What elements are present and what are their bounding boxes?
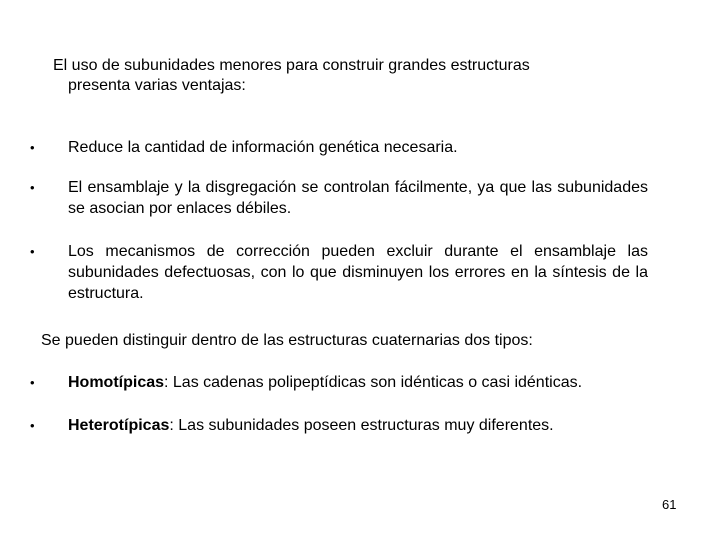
type-definition: : Las cadenas polipeptídicas son idénticas o casi idénticas. [164, 374, 583, 391]
advantage-text: El ensamblaje y la disgregación se controlan fácilmente, ya que las subunidades se asocian por enlaces débiles. [68, 179, 648, 217]
type-text [68, 415, 648, 436]
bullet-icon: • [30, 418, 35, 433]
type-term: Heterotípicas [68, 417, 170, 434]
list-item [0, 415, 720, 436]
bullet-icon: • [30, 180, 35, 195]
bullet-icon: • [30, 244, 35, 259]
advantage-text: Los mecanismos de corrección pueden excluir durante el ensamblaje las subunidades defectuosas, con lo que disminuyen los errores en la síntesis de la estructura. [68, 243, 648, 302]
advantage-text: Reduce la cantidad de información genética necesaria. [68, 139, 458, 156]
list-item [0, 372, 720, 393]
intro-line-1: El uso de subunidades menores para construir grandes estructuras [53, 57, 530, 74]
bullet-icon: • [30, 140, 35, 155]
types-heading: Se pueden distinguir dentro de las estructuras cuaternarias dos tipos: [41, 332, 533, 349]
type-text [68, 372, 648, 393]
intro-paragraph [53, 56, 653, 96]
page-number: 61 [662, 497, 677, 512]
intro-line-2: presenta varias ventajas: [68, 77, 246, 94]
type-term: Homotípicas [68, 374, 165, 391]
advantages-list [0, 137, 720, 304]
types-list [0, 372, 720, 436]
list-item [0, 137, 720, 158]
type-definition: : Las subunidades poseen estructuras muy diferentes. [169, 417, 554, 434]
list-item [0, 177, 720, 219]
list-item [0, 241, 720, 304]
bullet-icon: • [30, 375, 35, 390]
